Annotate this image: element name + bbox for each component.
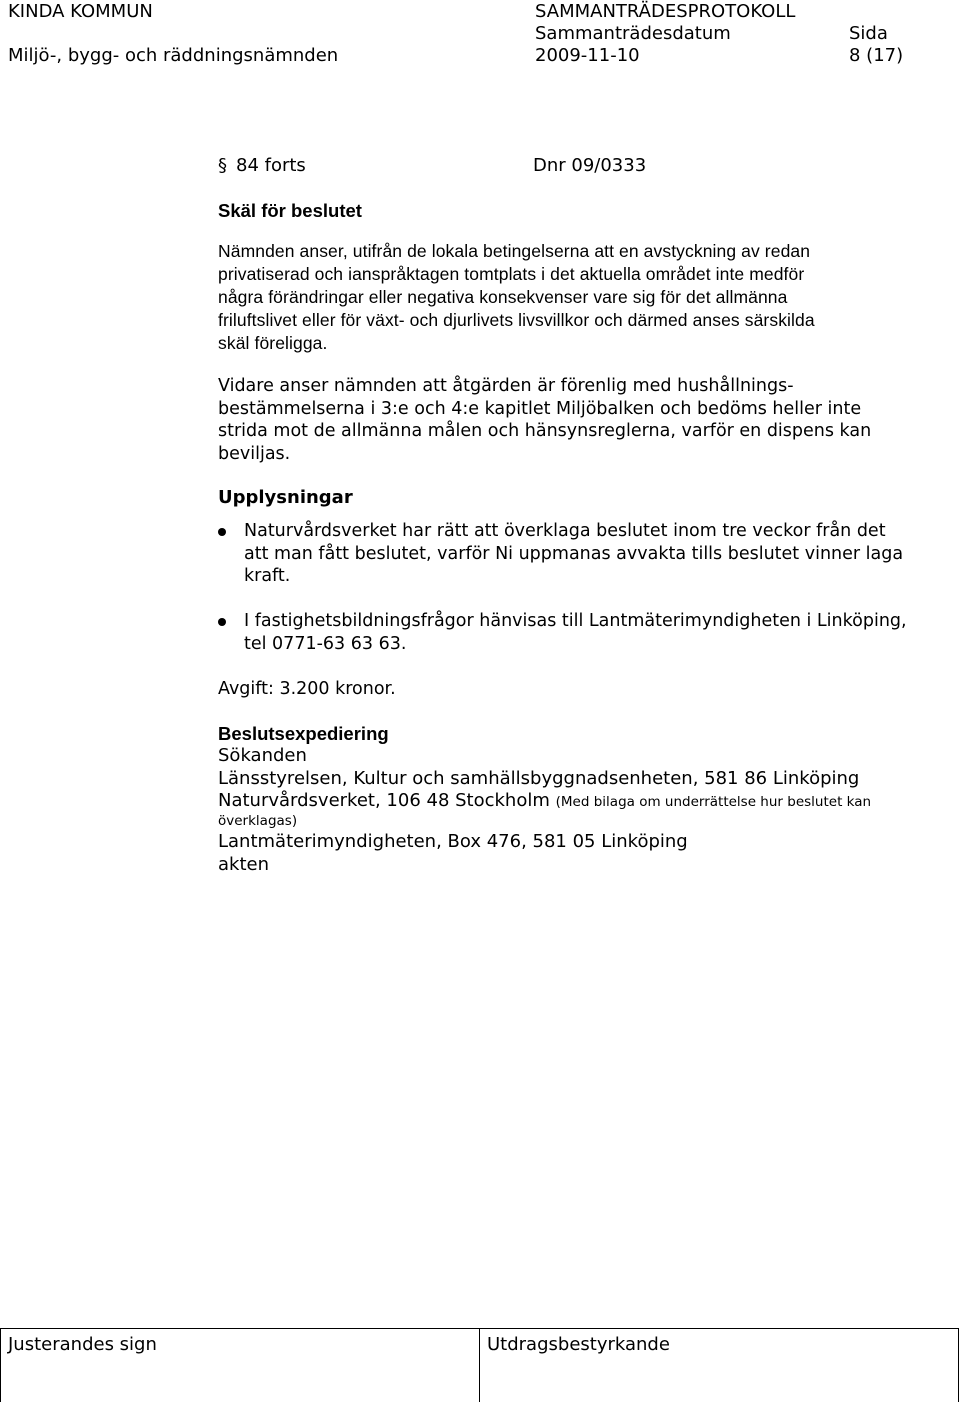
section-symbol: § <box>218 155 227 176</box>
skal-paragraph-1 <box>218 240 953 355</box>
page-label: Sida <box>849 23 888 44</box>
skal-p2-line: strida mot de allmänna målen och hänsynsreglerna, varför en dispens kan <box>218 421 872 441</box>
expediering-heading: Beslutsexpediering <box>218 723 389 744</box>
section-number: 84 forts <box>236 155 306 176</box>
skal-p1-line: skäl föreligga. <box>218 333 328 353</box>
footer-divider-middle <box>479 1328 480 1402</box>
skal-heading: Skäl för beslutet <box>218 200 362 221</box>
committee-name: Miljö-, bygg- och räddningsnämnden <box>8 45 339 66</box>
skal-p1-line: privatiserad och ianspråktagen tomtplats i det aktuella området inte medför <box>218 264 805 284</box>
protocol-title: SAMMANTRÄDESPROTOKOLL <box>535 1 796 22</box>
skal-p1-line: några förändringar eller negativa konsekvenser vare sig för det allmänna <box>218 287 788 307</box>
upplysning-bullet-1 <box>244 520 954 588</box>
recipient-applicant: Sökanden <box>218 745 307 766</box>
skal-p1-line: friluftslivet eller för växt- och djurlivets livsvillkor och därmed anses särskilda <box>218 310 815 330</box>
bullet2-line: I fastighetsbildningsfrågor hänvisas till Lantmäterimyndigheten i Linköping, <box>244 611 907 631</box>
date-label: Sammanträdesdatum <box>535 23 731 44</box>
recipient-naturvardsverket <box>218 790 871 814</box>
recipient-naturvardsverket-note-cont: överklagas) <box>218 813 298 829</box>
footer-divider-left <box>0 1328 1 1402</box>
meeting-date: 2009-11-10 <box>535 45 640 66</box>
skal-paragraph-2 <box>218 375 953 465</box>
org-name: KINDA KOMMUN <box>8 1 153 22</box>
skal-p2-line: beviljas. <box>218 443 291 464</box>
upplysning-bullet-2 <box>244 610 954 655</box>
footer-divider-right <box>958 1328 959 1402</box>
recipient-naturvardsverket-note: (Med bilaga om underrättelse hur beslutet kan <box>555 794 872 810</box>
page-number: 8 (17) <box>849 45 904 66</box>
skal-p2-line: Vidare anser nämnden att åtgärden är förenlig med hushållnings- <box>218 376 794 396</box>
recipient-lansstyrelsen: Länsstyrelsen, Kultur och samhällsbyggnadsenheten, 581 86 Linköping <box>218 768 860 789</box>
bullet2-line: tel 0771-63 63 63. <box>244 633 407 654</box>
recipient-lantmateriet: Lantmäterimyndigheten, Box 476, 581 05 Linköping <box>218 831 688 852</box>
upplysningar-heading: Upplysningar <box>218 487 353 508</box>
skal-p2-line: bestämmelserna i 3:e och 4:e kapitlet Miljöbalken och bedöms heller inte <box>218 398 862 419</box>
bullet1-line: Naturvårdsverket har rätt att överklaga beslutet inom tre veckor från det <box>244 521 886 541</box>
bullet1-line: kraft. <box>244 566 291 586</box>
bullet-dot <box>218 528 226 536</box>
bullet1-line: att man fått beslutet, varför Ni uppmanas avvakta tills beslutet vinner laga <box>244 543 904 564</box>
footer-utdragsbestyrkande: Utdragsbestyrkande <box>487 1334 670 1355</box>
recipient-akten: akten <box>218 854 269 875</box>
skal-p1-line: Nämnden anser, utifrån de lokala betingelserna att en avstyckning av redan <box>218 241 811 261</box>
recipient-naturvardsverket-address: Naturvårdsverket, 106 48 Stockholm <box>218 790 550 811</box>
footer-justerandes-sign: Justerandes sign <box>8 1334 157 1355</box>
fee-text: Avgift: 3.200 kronor. <box>218 679 396 699</box>
bullet-dot <box>218 618 226 626</box>
case-dnr: Dnr 09/0333 <box>533 155 647 176</box>
